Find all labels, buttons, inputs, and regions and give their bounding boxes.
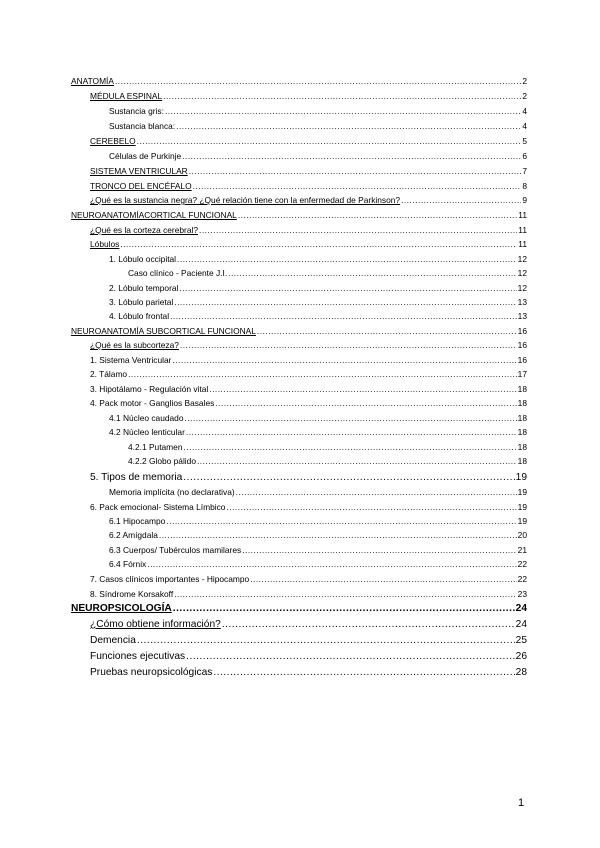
toc-entry-medula-espinal[interactable]: MÉDULA ESPINAL ..... 2 [90,92,527,100]
toc-entry-celulas-purkinje[interactable]: Células de Purkinje ..... 6 [109,152,527,160]
toc-entry-nucleo-lenticular[interactable]: 4.2 Núcleo lenticular ..... 18 [109,428,527,436]
toc-entry-neuroanatomia-cortical[interactable]: NEUROANATOMÍACORTICAL FUNCIONAL ..... 11 [71,211,527,219]
toc-entry-corteza-cerebral[interactable]: ¿Qué es la corteza cerebral? ..... 11 [90,226,527,234]
toc-entry-cerebelo[interactable]: CEREBELO ..... 5 [90,137,527,145]
toc-entry-memoria-implicita[interactable]: Memoria implícita (no declarativa) ..... 19 [109,488,527,496]
toc-entry-putamen[interactable]: 4.2.1 Putamen ..... 18 [128,443,527,451]
toc-entry-amigdala[interactable]: 6.2 Amígdala ..... 20 [109,531,527,539]
toc-entry-sistema-ventricular-2[interactable]: 1. Sistema Ventricular ..... 16 [90,356,527,364]
toc-entry-como-obtiene-informacion[interactable]: ¿Cómo obtiene información? ..... 24 [90,620,527,630]
toc-entry-subcorteza[interactable]: ¿Qué es la subcorteza? ..... 16 [90,341,527,349]
toc-entry-lobulo-temporal[interactable]: 2. Lóbulo temporal ..... 12 [109,284,527,292]
toc-entry-neuropsicologia[interactable]: NEUROPSICOLOGÍA ..... 24 [71,604,527,614]
toc-entry-demencia[interactable]: Demencia ..... 25 [90,636,527,646]
toc-entry-lobulo-parietal[interactable]: 3. Lóbulo parietal ..... 13 [109,298,527,306]
toc-entry-sustancia-blanca[interactable]: Sustancia blanca: ..... 4 [109,122,527,130]
toc-entry-hipocampo[interactable]: 6.1 Hipocampo ..... 19 [109,517,527,525]
toc-entry-anatomia[interactable]: ANATOMÍA ..... 2 [71,77,527,85]
toc-entry-funciones-ejecutivas[interactable]: Funciones ejecutivas ..... 26 [90,652,527,662]
toc-entry-pack-emocional[interactable]: 6. Pack emocional- Sistema Límbico ..... 19 [90,503,527,511]
toc-entry-sustancia-gris[interactable]: Sustancia gris: ..... 4 [109,107,527,115]
toc-entry-lobulo-frontal[interactable]: 4. Lóbulo frontal ..... 13 [109,312,527,320]
toc-entry-neuroanatomia-subcortical[interactable]: NEUROANATOMÍA SUBCORTICAL FUNCIONAL ..... 16 [71,327,527,335]
toc-entry-caso-clinico-ji[interactable]: Caso clínico - Paciente J.I. ..... 12 [128,269,527,277]
toc-entry-sistema-ventricular[interactable]: SISTEMA VENTRICULAR ..... 7 [90,167,527,175]
toc-entry-hipotalamo[interactable]: 3. Hipotálamo - Regulación vital ..... 18 [90,385,527,393]
toc-entry-lobulos[interactable]: Lóbulos ..... 11 [90,240,527,248]
toc-entry-sindrome-korsakoff[interactable]: 8. Síndrome Korsakoff ..... 23 [90,590,527,598]
toc-entry-pack-motor[interactable]: 4. Pack motor - Ganglios Basales ..... 18 [90,399,527,407]
toc-entry-globo-palido[interactable]: 4.2.2 Globo pálido ..... 18 [128,457,527,465]
toc-entry-pruebas-neuropsicologicas[interactable]: Pruebas neuropsicológicas ..... 28 [90,668,527,678]
page-number: 1 [518,797,525,809]
toc-entry-cuerpos-mamilares[interactable]: 6.3 Cuerpos/ Tubérculos mamilares ..... 21 [109,546,527,554]
toc-entry-nucleo-caudado[interactable]: 4.1 Núcleo caudado ..... 18 [109,414,527,422]
toc-entry-tronco-encefalo[interactable]: TRONCO DEL ENCÉFALO ..... 8 [90,182,527,190]
toc-entry-talamo[interactable]: 2. Tálamo ..... 17 [90,370,527,378]
toc-entry-lobulo-occipital[interactable]: 1. Lóbulo occipital ..... 12 [109,255,527,263]
toc-entry-tipos-memoria[interactable]: 5. Tipos de memoria ..... 19 [90,473,527,483]
toc-entry-sustancia-negra[interactable]: ¿Qué es la sustancia negra? ¿Qué relación tiene con la enfermedad de Parkinson? ..... 9 [90,196,527,204]
toc-entry-casos-clinicos[interactable]: 7. Casos clínicos importantes - Hipocampo ..... 22 [90,575,527,583]
toc-entry-fornix[interactable]: 6.4 Fórnix ..... 22 [109,560,527,568]
